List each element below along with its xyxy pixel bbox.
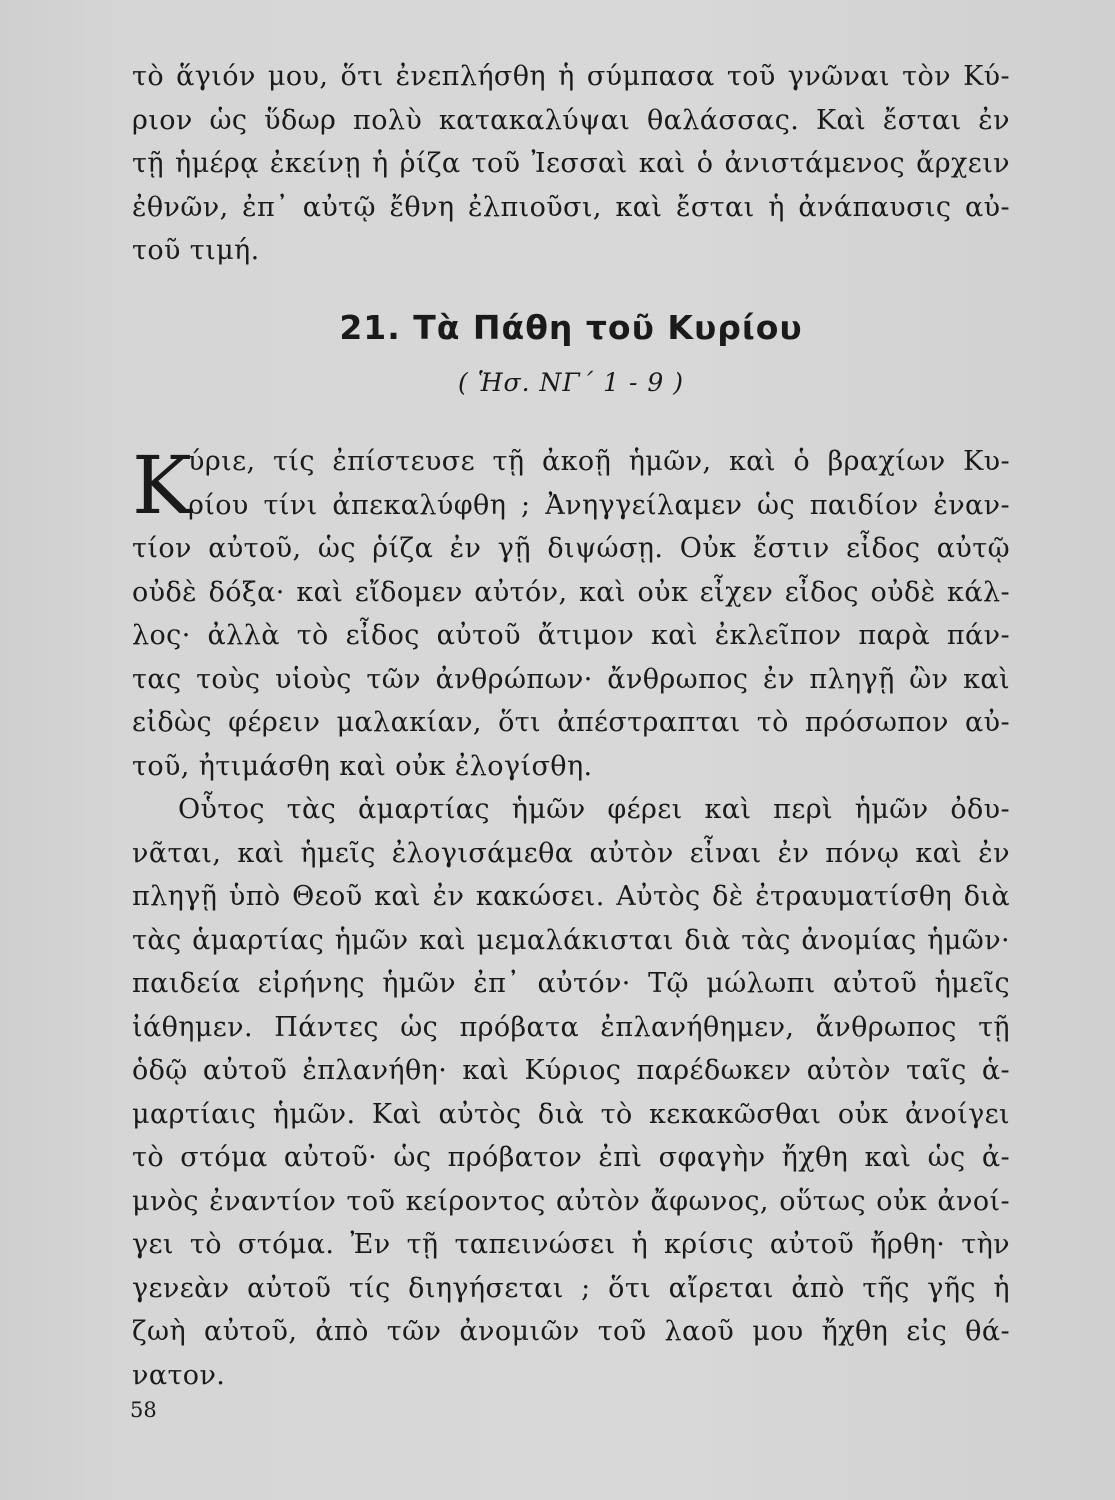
- text-line: νατον.: [132, 1359, 226, 1391]
- text-line: τῇ ἡμέρᾳ ἐκείνῃ ἡ ῥίζα τοῦ Ἰεσσαὶ καὶ ὁ ἀνιστάμενος ἄρχειν: [132, 148, 1010, 179]
- text-line: γενεὰν αὐτοῦ τίς διηγήσεται ; ὅτι αἴρεται ἀπὸ τῆς γῆς ἡ: [132, 1272, 1010, 1304]
- text-line: ἐθνῶν, ἐπ᾿ αὐτῷ ἔθνη ἐλπιοῦσι, καὶ ἔσται ἡ ἀνάπαυσις αὐ-: [132, 191, 1010, 223]
- text-line: πληγῇ ὑπὸ Θεοῦ καὶ ἐν κακώσει. Αὐτὸς δὲ ἐτραυματίσθη διὰ: [132, 881, 1010, 912]
- text-line: τίον αὐτοῦ, ὡς ῥίζα ἐν γῇ διψώσῃ. Οὐκ ἔστιν εἶδος αὐτῷ: [132, 533, 1010, 564]
- text-line: νᾶται, καὶ ἡμεῖς ἐλογισάμεθα αὐτὸν εἶναι ἐν πόνῳ καὶ ἐν: [132, 837, 1010, 869]
- drop-cap-letter: Κ: [132, 439, 193, 532]
- text-line: ύριε, τίς ἐπίστευσε τῇ ἀκοῇ ἡμῶν, καὶ ὁ βραχίων Κυ-: [188, 446, 1010, 477]
- text-line: τας τοὺς υἱοὺς τῶν ἀνθρώπων· ἄνθρωπος ἐν πληγῇ ὢν καὶ: [132, 663, 1010, 695]
- text-line: τοῦ τιμή.: [132, 235, 260, 266]
- text-line: ριον ὡς ὕδωρ πολὺ κατακαλύψαι θαλάσσας. Καὶ ἔσται ἐν: [132, 104, 1010, 136]
- text-line: τὸ στόμα αὐτοῦ· ὡς πρόβατον ἐπὶ σφαγὴν ἤχθη καὶ ὡς ἀ-: [132, 1142, 1010, 1173]
- text-line: ὁδῷ αὐτοῦ ἐπλανήθη· καὶ Κύριος παρέδωκεν αὐτὸν ταῖς ἁ-: [132, 1055, 1010, 1086]
- text-line: παιδεία εἰρήνης ἡμῶν ἐπ᾿ αὐτόν· Τῷ μώλωπι αὐτοῦ ἡμεῖς: [132, 968, 1010, 999]
- text-line: λος· ἀλλὰ τὸ εἶδος αὐτοῦ ἄτιμον καὶ ἐκλεῖπον παρὰ πάν-: [132, 620, 1010, 651]
- text-line: τὸ ἅγιόν μου, ὅτι ἐνεπλήσθη ἡ σύμπασα τοῦ γνῶναι τὸν Κύ-: [132, 61, 1010, 92]
- text-line: οὐδὲ δόξα· καὶ εἴδομεν αὐτόν, καὶ οὐκ εἶχεν εἶδος οὐδὲ κάλ-: [132, 576, 1010, 608]
- text-line: μνὸς ἐναντίον τοῦ κείροντος αὐτὸν ἄφωνος, οὕτως οὐκ ἀνοί-: [132, 1185, 1010, 1217]
- text-line: τὰς ἁμαρτίας ἡμῶν καὶ μεμαλάκισται διὰ τὰς ἀνομίας ἡμῶν·: [132, 924, 1010, 956]
- text-line: μαρτίαις ἡμῶν. Καὶ αὐτὸς διὰ τὸ κεκακῶσθαι οὐκ ἀνοίγει: [132, 1098, 1010, 1130]
- text-line: εἰδὼς φέρειν μαλακίαν, ὅτι ἀπέστραπται τὸ πρόσωπον αὐ-: [132, 707, 1010, 738]
- text-line: Οὗτος τὰς ἁμαρτίας ἡμῶν φέρει καὶ περὶ ἡμῶν ὀδυ-: [178, 794, 1010, 825]
- scripture-reference: ( Ἡσ. ΝΓ΄ 1 - 9 ): [458, 368, 684, 397]
- drop-cap-block: [132, 439, 1010, 532]
- section-heading: 21. Τὰ Πάθη τοῦ Κυρίου: [339, 308, 803, 347]
- text-line: ἰάθημεν. Πάντες ὡς πρόβατα ἐπλανήθημεν, ἄνθρωπος τῇ: [132, 1011, 1010, 1043]
- text-line: ρίου τίνι ἀπεκαλύφθη ; Ἀνηγγείλαμεν ὡς παιδίον ἐναν-: [188, 489, 1010, 521]
- text-line: γει τὸ στόμα. Ἐν τῇ ταπεινώσει ἡ κρίσις αὐτοῦ ἤρθη· τὴν: [132, 1229, 1010, 1260]
- continued-paragraph: [132, 55, 1010, 273]
- page-number: 58: [130, 1398, 157, 1422]
- section-body: [132, 440, 1010, 1397]
- text-line: τοῦ, ἠτιμάσθη καὶ οὐκ ἐλογίσθη.: [132, 750, 593, 782]
- text-line: ζωὴ αὐτοῦ, ἀπὸ τῶν ἀνομιῶν τοῦ λαοῦ μου ἤχθη εἰς θά-: [132, 1316, 1010, 1347]
